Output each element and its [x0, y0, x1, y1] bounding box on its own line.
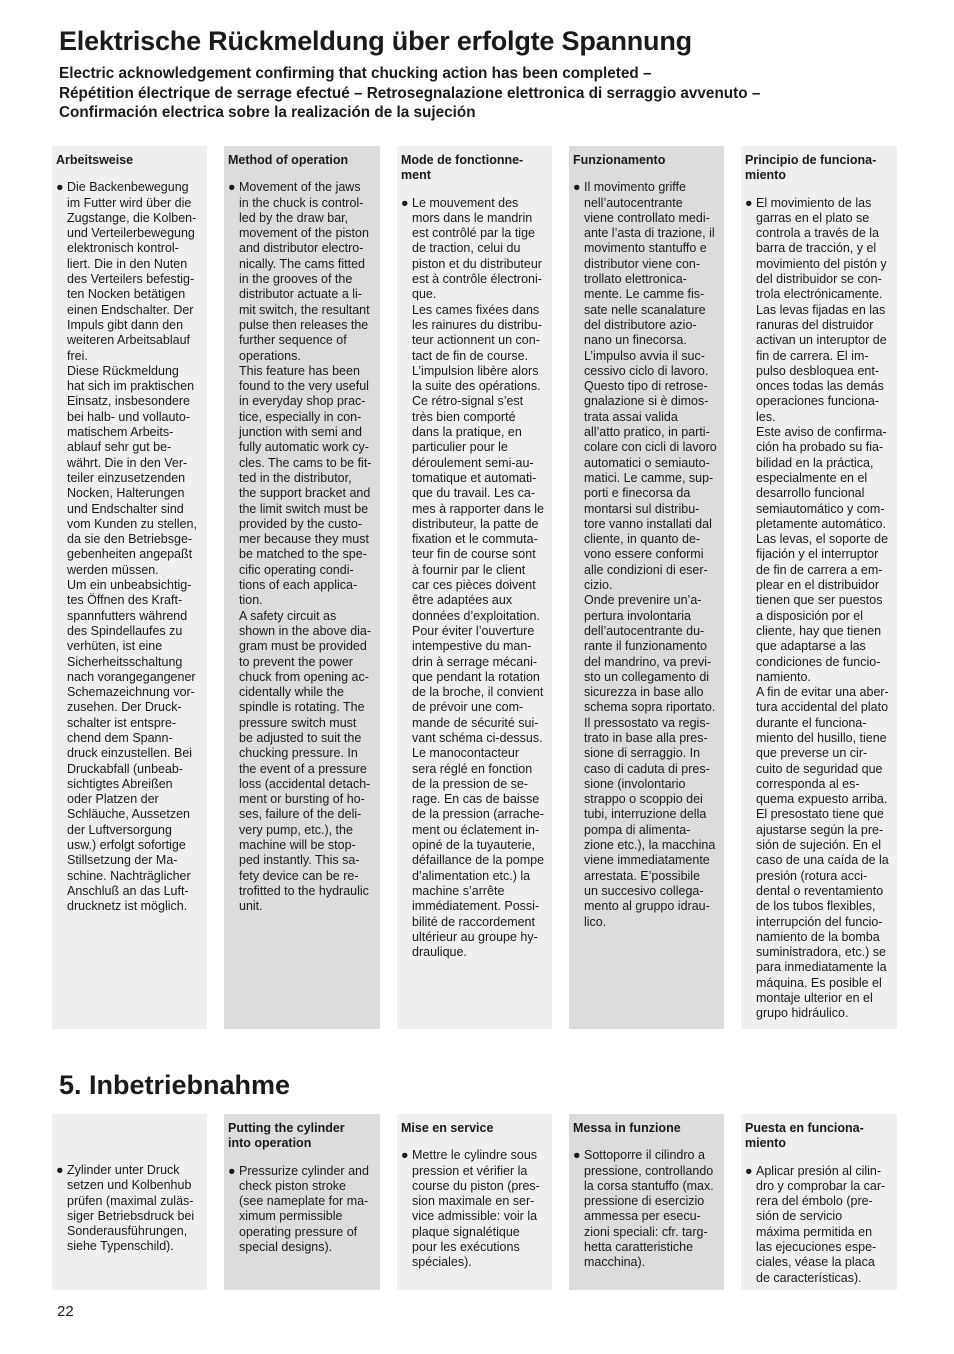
column-italian — [569, 1114, 724, 1290]
bullet-paragraph — [745, 1164, 893, 1286]
column-body: Pressurize cylinder and check piston stroke (see nameplate for ma- ximum permissible operating pressure of special designs). — [239, 1163, 369, 1255]
bullet-paragraph — [56, 1163, 203, 1255]
bullet-paragraph — [401, 196, 548, 961]
bullet-paragraph — [573, 180, 720, 930]
subtitle-line: Confirmación electrica sobre la realización de la sujeción — [59, 104, 476, 121]
column-english — [224, 146, 380, 1029]
column-spanish — [741, 1114, 897, 1290]
bullet-icon: ● — [56, 180, 64, 195]
subtitle-line: Répétition électrique de serrage efectué – Retrosegnalazione elettronica di serraggio avvenuto – — [59, 84, 761, 102]
bullet-icon: ● — [228, 180, 236, 195]
bullet-icon: ● — [56, 1163, 64, 1177]
bullet-icon: ● — [745, 195, 753, 210]
bullet-paragraph — [573, 1148, 720, 1270]
column-heading — [56, 1121, 203, 1151]
column-heading: Mise en service — [401, 1121, 494, 1135]
column-heading: Method of operation — [228, 153, 349, 167]
bullet-paragraph — [228, 180, 376, 914]
bullet-paragraph — [56, 180, 203, 914]
column-body: El movimiento de las garras en el plato se controla a través de la barra de tracción, y el movimiento del pistón y del distribuidor se con- trola electrónicamente. Las levas fijadas en las ranuras del distruidor activan un interuptor de fin de carrera. El im- pulso desbloquea ent- onces todas las demás operaciones funciona- les. Este aviso de confirma- ción ha probado su fia- bilidad en la práctica, especialmente en el desarrollo funcional semiautomático y com- pletamente automático. Las levas, el soporte de fijación y el interruptor de fin de carrera a em- plear en el distribuidor tienen que ser puestos a disposición por el cliente, hay que tienen que adaptarse a las condiciones de funcio- namiento. A fin de evitar una aber- tura accidental del plato durante el funciona- miento del husillo, tiene que preverse un cir- cuito de seguridad que corresponda al es- quema expuesto arriba. El presostato tiene que ajustarse según la pre- sión de sujeción. En el caso de una caída de la presión (rotura acci- dental o reventamiento de los tubos flexibles, interrupción del funcio- namiento de la bomba suministradora, etc.) se para inmediatamente la máquina. Es posible el montaje ulterior en el grupo hidráulico. — [756, 195, 889, 1021]
column-body: Le mouvement des mors dans le mandrin est contrôlé par la tige de traction, celui du piston et du distributeur est à contrôle électroni- que. Les cames fixées dans les rainures du distribu- teur actionnent un con- tact de fin de course. L’impulsion libère alors la suite des opérations. Ce rétro-signal s’est très bien comporté dans la pratique, en particulier pour le déroulement semi-au- tomatique et automati- que du travail. Les ca- mes à rapporter dans le distributeur, la patte de fixation et le commuta- teur fin de course sont à fournir par le client car ces pièces doivent être adaptées aux données d’exploitation. Pour éviter l’ouverture intempestive du man- drin à serrage mécani- que pendant la rotation de la broche, il convient de prévoir une com- mande de sécurité sui- vant schéma ci-dessus. Le manocontacteur sera réglé en fonction de la pression de se- rage. En cas de baisse de la pression (arrache- ment ou éclatement in- opiné de la tuyauterie, défaillance de la pompe d’alimentation etc.) la machine s’arrête immédiatement. Possi- bilité de raccordement ultérieur au groupe hy- draulique. — [412, 195, 545, 960]
column-german — [52, 1114, 207, 1290]
column-heading: Messa in funzione — [573, 1121, 681, 1135]
page-number: 22 — [57, 1303, 74, 1320]
column-french — [397, 146, 552, 1029]
column-body: Mettre le cylindre sous pression et vérifier la course du piston (pres- sion maximale en ser- vice admissible: voir la plaque signalétique pour les exécutions spéciales). — [412, 1148, 540, 1270]
bullet-icon: ● — [573, 1148, 581, 1163]
column-heading: Principio de funciona- miento — [745, 153, 877, 183]
bullet-icon: ● — [745, 1163, 753, 1178]
column-spanish — [741, 146, 897, 1029]
column-heading: Arbeitsweise — [56, 153, 134, 167]
column-body: Zylinder unter Druck setzen und Kolbenhub prüfen (maximal zuläs- siger Betriebsdruck bei Sonderausführungen, siehe Typenschild). — [67, 1163, 195, 1254]
page-title: Elektrische Rückmeldung über erfolgte Spannung — [59, 26, 692, 56]
column-heading: Funzionamento — [573, 153, 666, 167]
column-french — [397, 1114, 552, 1290]
column-english — [224, 1114, 380, 1290]
column-heading: Mode de fonctionne- ment — [401, 153, 524, 183]
section-heading: 5. Inbetriebnahme — [59, 1070, 291, 1100]
column-heading: Puesta en funciona- miento — [745, 1121, 864, 1151]
bullet-paragraph — [745, 196, 893, 1022]
bullet-paragraph — [401, 1148, 548, 1270]
column-body: Die Backenbewegung im Futter wird über die Zugstange, die Kolben- und Verteilerbewegung elektronisch kontrol- liert. Die in den Nuten des Verteilers befestig- ten Nocken betätigen einen Endschalter. Der Impuls gibt dann den weiteren Arbeitsablauf frei. Diese Rückmeldung hat sich im praktischen Einsatz, insbesondere bei halb- und vollauto- matischem Arbeits- ablauf sehr gut be- währt. Die in den Ver- teiler einzusetzenden Nocken, Halterungen und Endschalter sind vom Kunden zu stellen, da sie den Betriebsge- gebenheiten angepaßt werden müssen. Um ein unbeabsichtig- tes Öffnen des Kraft- spannfutters während des Spindellaufes zu verhüten, ist eine Sicherheitsschaltung nach vorangegangener Schemazeichnung vor- zusehen. Der Druck- schalter ist entspre- chend dem Spann- druck einzustellen. Bei Druckabfall (unbeab- sichtigtes Abreißen oder Platzen der Schläuche, Aussetzen der Luftversorgung usw.) erfolgt sofortige Stillsetzung der Ma- schine. Nachträglicher Anschluß an das Luft- drucknetz ist möglich. — [67, 180, 197, 914]
subtitle — [59, 64, 919, 123]
subtitle-line: Electric acknowledgement confirming that chucking action has been completed – — [59, 65, 652, 82]
bullet-icon: ● — [228, 1163, 236, 1178]
column-italian — [569, 146, 724, 1029]
column-body: Aplicar presión al cilin- dro y comprobar la car- rera del émbolo (pre- sión de servicio máxima permitida en las ejecuciones espe- ciales, véase la placa de características). — [756, 1163, 886, 1285]
column-heading: Putting the cylinder into operation — [228, 1121, 345, 1151]
bullet-icon: ● — [401, 1148, 409, 1163]
column-body: Movement of the jaws in the chuck is control- led by the draw bar, movement of the piston and distributor electro- nically. The cams fitted in the grooves of the distributor actuate a li- mit switch, the resultant pulse then releases the further sequence of operations. This feature has been found to the very useful in everyday shop prac- tice, especially in con- junction with semi and fully automatic work cy- cles. The cams to be fit- ted in the distributor, the support bracket and the limit switch must be provided by the custo- mer because they must be matched to the spe- cific operating condi- tions of each applica- tion. A safety circuit as shown in the above dia- gram must be provided to prevent the power chuck from opening ac- cidentally while the spindle is rotating. The pressure switch must be adjusted to suit the chucking pressure. In the event of a pressure loss (accidental detach- ment or bursting of ho- ses, failure of the deli- very pump, etc.), the machine will be stop- ped instantly. This sa- fety device can be re- trofitted to the hydraulic unit. — [239, 180, 372, 914]
bullet-icon: ● — [401, 195, 409, 210]
column-german — [52, 146, 207, 1029]
column-body: Sottoporre il cilindro a pressione, controllando la corsa stantuffo (max. pressione di esercizio ammessa per esecu- zioni speciali: cfr. targ- hetta caratteristiche macchina). — [584, 1148, 714, 1270]
bullet-paragraph — [228, 1164, 376, 1256]
bullet-icon: ● — [573, 180, 581, 195]
column-body: Il movimento griffe nell’autocentrante viene controllato medi- ante l’asta di trazione, il movimento stantuffo e distributor viene con- trollato elettronica- mente. Le camme fis- sate nelle scanalature del distributore azio- nano un finecorsa. L’impulso avvia il suc- cessivo ciclo di lavoro. Questo tipo di retrose- gnalazione si è dimos- trata assai valida all’atto pratico, in parti- colare con cicli di lavoro automatici o semiauto- matici. Le camme, sup- porti e finecorsa da montarsi sul distribu- tore vanno installati dal cliente, in quanto de- vono essere conformi alle condizioni di eser- cizio. Onde prevenire un’a- pertura involontaria dell’autocentrante du- rante il funzionamento del mandrino, va previ- sto un collegamento di sicurezza in base allo schema sopra riportato. Il pressostato va regis- trato in base alla pres- sione di serraggio. In caso di caduta di pres- sione (involontario strappo o scoppio dei tubi, interruzione della pompa di alimenta- zione etc.), la macchina viene immediatamente arrestata. E’possibile un succesivo collega- mento al gruppo idrau- lico. — [584, 180, 717, 929]
